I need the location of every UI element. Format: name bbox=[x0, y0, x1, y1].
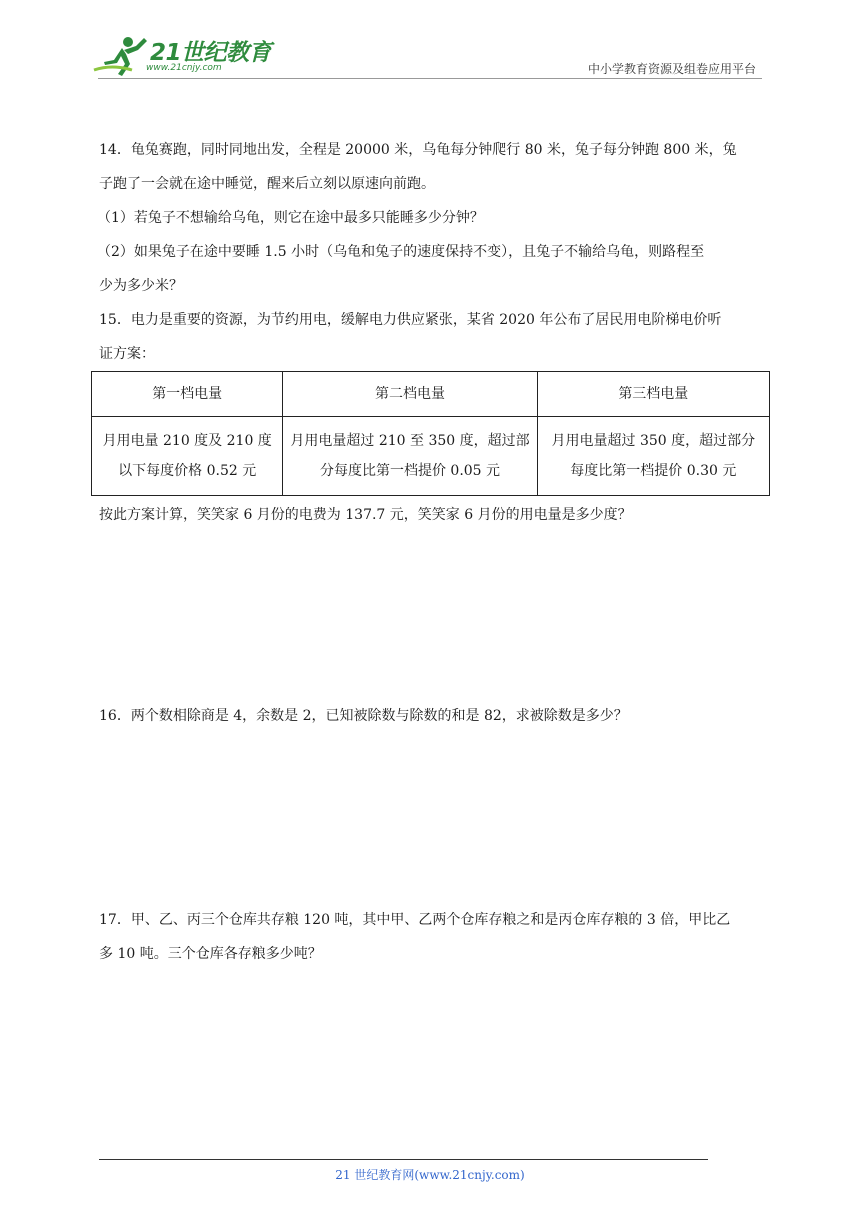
q14-line1: 14．龟兔赛跑，同时同地出发，全程是 20000 米，乌龟每分钟爬行 80 米，兔子每分钟跑 800 米，兔 bbox=[99, 142, 737, 158]
tier2-cell-line2: 分每度比第一档提价 0.05 元 bbox=[319, 463, 501, 479]
tier2-cell-line1: 月用电量超过 210 至 350 度，超过部 bbox=[290, 433, 530, 449]
logo-url: www.21cnjy.com bbox=[146, 63, 222, 73]
platform-name: 中小学教育资源及组卷应用平台 bbox=[587, 62, 756, 76]
question-17 bbox=[99, 903, 761, 971]
price-tier-table bbox=[91, 371, 770, 496]
table-row bbox=[92, 417, 770, 496]
q17-line1: 17．甲、乙、丙三个仓库共存粮 120 吨，其中甲、乙两个仓库存粮之和是丙仓库存粮的 3 倍，甲比乙 bbox=[99, 912, 731, 928]
tier3-cell-line1: 月用电量超过 350 度，超过部分 bbox=[551, 433, 756, 449]
logo-title: 21世纪教育 bbox=[150, 40, 272, 66]
tier1-cell-line1: 月用电量 210 度及 210 度 bbox=[102, 433, 272, 449]
q17-line2: 多 10 吨。三个仓库各存粮多少吨？ bbox=[99, 946, 322, 962]
q16-text: 16．两个数相除商是 4，余数是 2，已知被除数与除数的和是 82，求被除数是多少？ bbox=[99, 708, 628, 724]
footer-text: 21 世纪教育网(www.21cnjy.com) bbox=[335, 1168, 525, 1182]
tier3-cell-line2: 每度比第一档提价 0.30 元 bbox=[570, 463, 737, 479]
questions-14-15 bbox=[99, 133, 761, 532]
q15-line2: 证方案： bbox=[99, 346, 155, 362]
q14-sub2-line2: 少为多少米？ bbox=[99, 278, 183, 294]
q15-line1: 15．电力是重要的资源，为节约用电，缓解电力供应紧张，某省 2020 年公布了居民用电阶梯电价听 bbox=[99, 312, 722, 328]
tier3-cell bbox=[537, 417, 769, 496]
q15-question: 按此方案计算，笑笑家 6 月份的电费为 137.7 元，笑笑家 6 月份的用电量是多少度？ bbox=[99, 507, 632, 523]
tier3-header: 第三档电量 bbox=[537, 372, 769, 417]
table-header-row bbox=[92, 372, 770, 417]
page-header bbox=[0, 0, 860, 90]
q14-sub2-line1: （2）如果兔子在途中要睡 1.5 小时（乌龟和兔子的速度保持不变），且兔子不输给乌龟，则路程至 bbox=[97, 244, 705, 260]
site-logo bbox=[92, 34, 272, 80]
tier1-cell-line2: 以下每度价格 0.52 元 bbox=[118, 463, 257, 479]
q14-sub1: （1）若兔子不想输给乌龟，则它在途中最多只能睡多少分钟？ bbox=[97, 210, 484, 226]
footer-divider bbox=[99, 1159, 708, 1160]
q14-line2: 子跑了一会就在途中睡觉，醒来后立刻以原速向前跑。 bbox=[99, 176, 435, 192]
runner-logo-icon bbox=[92, 34, 150, 78]
tier2-header: 第二档电量 bbox=[283, 372, 537, 417]
header-divider bbox=[98, 78, 762, 79]
question-16 bbox=[99, 699, 761, 733]
tier1-cell bbox=[92, 417, 283, 496]
tier1-header: 第一档电量 bbox=[92, 372, 283, 417]
tier2-cell bbox=[283, 417, 537, 496]
